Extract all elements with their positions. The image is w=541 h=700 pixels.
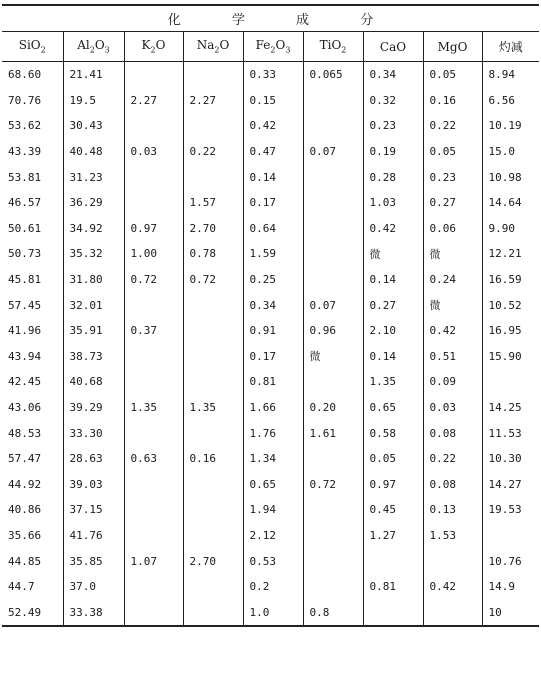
table-cell: 35.66 — [2, 523, 63, 549]
table-cell: 0.15 — [243, 88, 303, 114]
table-cell: 35.32 — [63, 241, 124, 267]
table-cell: 10.19 — [482, 113, 539, 139]
table-cell — [124, 472, 183, 498]
table-cell: 0.08 — [423, 472, 482, 498]
table-cell: 0.72 — [183, 267, 243, 293]
table-cell — [303, 497, 363, 523]
table-cell: 0.19 — [363, 139, 423, 165]
column-header — [183, 32, 243, 62]
table-cell: 33.38 — [63, 599, 124, 626]
table-cell — [124, 497, 183, 523]
table-cell: 2.27 — [124, 88, 183, 114]
table-cell: 45.81 — [2, 267, 63, 293]
table-cell: 6.56 — [482, 88, 539, 114]
table-row — [2, 344, 539, 370]
table-cell: 0.22 — [183, 139, 243, 165]
table-cell: 1.76 — [243, 420, 303, 446]
table-cell: 0.97 — [363, 472, 423, 498]
header-subscript: 3 — [285, 45, 291, 55]
table-cell: 0.51 — [423, 344, 482, 370]
table-cell: 0.65 — [243, 472, 303, 498]
table-cell — [124, 523, 183, 549]
header-subscript: 2 — [40, 45, 46, 55]
table-cell: 1.35 — [183, 395, 243, 421]
table-cell: 10.98 — [482, 164, 539, 190]
table-cell — [183, 523, 243, 549]
table-cell — [183, 420, 243, 446]
table-cell — [423, 548, 482, 574]
column-header — [363, 32, 423, 62]
table-cell — [124, 599, 183, 626]
table-cell: 0.65 — [363, 395, 423, 421]
table-cell — [183, 318, 243, 344]
table-cell: 0.05 — [423, 139, 482, 165]
table-cell: 48.53 — [2, 420, 63, 446]
header-subscript: 2 — [214, 45, 220, 55]
table-cell: 0.37 — [124, 318, 183, 344]
table-cell — [124, 113, 183, 139]
table-cell: 0.72 — [303, 472, 363, 498]
table-cell: 2.27 — [183, 88, 243, 114]
table-cell: 40.86 — [2, 497, 63, 523]
table-cell: 37.15 — [63, 497, 124, 523]
table-cell — [183, 62, 243, 88]
table-cell: 0.16 — [423, 88, 482, 114]
header-text: O — [275, 38, 286, 53]
table-cell: 0.27 — [423, 190, 482, 216]
column-header — [303, 32, 363, 62]
table-cell — [363, 548, 423, 574]
table-cell — [303, 369, 363, 395]
chemical-composition-table — [2, 4, 539, 627]
table-title — [2, 5, 539, 32]
table-cell — [423, 599, 482, 626]
table-cell — [183, 599, 243, 626]
title-char: 成 — [296, 13, 310, 28]
table-row — [2, 267, 539, 293]
table-cell: 2.12 — [243, 523, 303, 549]
table-cell — [183, 164, 243, 190]
table-cell: 0.23 — [423, 164, 482, 190]
table-cell: 0.14 — [363, 267, 423, 293]
table-cell: 0.13 — [423, 497, 482, 523]
table-cell: 0.33 — [243, 62, 303, 88]
table-cell: 15.0 — [482, 139, 539, 165]
table-cell — [303, 113, 363, 139]
table-cell: 30.43 — [63, 113, 124, 139]
table-cell — [303, 241, 363, 267]
table-cell: 0.03 — [124, 139, 183, 165]
table-cell: 0.97 — [124, 216, 183, 242]
table-cell: 53.81 — [2, 164, 63, 190]
table-cell: 0.08 — [423, 420, 482, 446]
table-row — [2, 446, 539, 472]
table-row — [2, 62, 539, 88]
table-cell: 16.95 — [482, 318, 539, 344]
table-row — [2, 420, 539, 446]
table-cell: 40.68 — [63, 369, 124, 395]
table-row — [2, 472, 539, 498]
table-cell: 43.94 — [2, 344, 63, 370]
table-cell — [183, 292, 243, 318]
table-cell: 0.14 — [363, 344, 423, 370]
table-cell: 10.30 — [482, 446, 539, 472]
header-subscript: 2 — [89, 45, 95, 55]
table-cell — [303, 523, 363, 549]
table-cell — [303, 574, 363, 600]
table-row — [2, 599, 539, 626]
table-cell: 12.21 — [482, 241, 539, 267]
header-subscript: 2 — [150, 45, 156, 55]
table-cell: 0.14 — [243, 164, 303, 190]
table-cell: 0.16 — [183, 446, 243, 472]
table-cell: 28.63 — [63, 446, 124, 472]
table-cell: 0.03 — [423, 395, 482, 421]
table-cell: 0.20 — [303, 395, 363, 421]
table-row — [2, 497, 539, 523]
table-cell: 42.45 — [2, 369, 63, 395]
table-cell: 1.00 — [124, 241, 183, 267]
table-cell: 36.29 — [63, 190, 124, 216]
column-header — [423, 32, 482, 62]
table-cell: 38.73 — [63, 344, 124, 370]
table-cell: 0.47 — [243, 139, 303, 165]
table-cell — [183, 344, 243, 370]
header-subscript: 2 — [341, 45, 347, 55]
table-cell: 44.92 — [2, 472, 63, 498]
header-text: SiO — [18, 38, 41, 53]
header-text: O — [219, 38, 230, 53]
table-cell: 2.10 — [363, 318, 423, 344]
table-cell: 0.72 — [124, 267, 183, 293]
table-cell: 1.66 — [243, 395, 303, 421]
table-cell — [124, 574, 183, 600]
table-cell: 34.92 — [63, 216, 124, 242]
table-cell: 70.76 — [2, 88, 63, 114]
header-text: Al — [77, 38, 90, 53]
column-header — [63, 32, 124, 62]
table-cell: 0.25 — [243, 267, 303, 293]
table-cell: 0.17 — [243, 344, 303, 370]
header-text: CaO — [379, 39, 407, 54]
table-cell: 1.0 — [243, 599, 303, 626]
table-cell — [124, 369, 183, 395]
table-row — [2, 369, 539, 395]
table-cell: 31.23 — [63, 164, 124, 190]
header-text: O — [155, 38, 166, 53]
table-cell: 14.27 — [482, 472, 539, 498]
table-cell: 43.06 — [2, 395, 63, 421]
table-cell: 8.94 — [482, 62, 539, 88]
table-cell: 0.22 — [423, 446, 482, 472]
table-cell: 0.53 — [243, 548, 303, 574]
table-row — [2, 523, 539, 549]
header-text: Fe — [255, 38, 271, 53]
table-cell — [183, 472, 243, 498]
table-cell — [303, 446, 363, 472]
table-cell: 14.25 — [482, 395, 539, 421]
table-cell — [482, 369, 539, 395]
table-cell: 19.53 — [482, 497, 539, 523]
header-subscript: 2 — [270, 45, 276, 55]
column-header — [243, 32, 303, 62]
table-cell: 52.49 — [2, 599, 63, 626]
table-cell: 0.45 — [363, 497, 423, 523]
table-cell — [124, 164, 183, 190]
table-cell — [303, 88, 363, 114]
table-cell: 39.03 — [63, 472, 124, 498]
table-cell: 21.41 — [63, 62, 124, 88]
table-cell: 14.64 — [482, 190, 539, 216]
table-cell: 53.62 — [2, 113, 63, 139]
table-cell: 1.27 — [363, 523, 423, 549]
table-cell: 44.7 — [2, 574, 63, 600]
table-cell: 0.42 — [423, 318, 482, 344]
title-char: 分 — [360, 13, 374, 28]
table-cell: 14.9 — [482, 574, 539, 600]
table-cell: 0.91 — [243, 318, 303, 344]
table-cell: 微 — [423, 241, 482, 267]
table-cell: 0.81 — [363, 574, 423, 600]
table-cell: 35.85 — [63, 548, 124, 574]
table-cell: 1.07 — [124, 548, 183, 574]
table-row — [2, 164, 539, 190]
table-cell — [183, 369, 243, 395]
header-text: Na — [196, 38, 215, 53]
table-cell — [303, 216, 363, 242]
table-cell: 33.30 — [63, 420, 124, 446]
table-cell — [363, 599, 423, 626]
table-cell: 0.34 — [363, 62, 423, 88]
table-cell — [303, 548, 363, 574]
table-row — [2, 190, 539, 216]
table-cell: 0.07 — [303, 292, 363, 318]
table-cell: 0.96 — [303, 318, 363, 344]
table-cell: 0.28 — [363, 164, 423, 190]
header-text: TiO — [319, 38, 342, 53]
table-cell: 0.32 — [363, 88, 423, 114]
table-cell: 0.63 — [124, 446, 183, 472]
table-cell: 2.70 — [183, 216, 243, 242]
table-cell: 50.73 — [2, 241, 63, 267]
table-cell: 1.03 — [363, 190, 423, 216]
table-cell: 46.57 — [2, 190, 63, 216]
table-cell: 0.065 — [303, 62, 363, 88]
table-cell: 0.34 — [243, 292, 303, 318]
table-cell: 16.59 — [482, 267, 539, 293]
table-row — [2, 216, 539, 242]
title-char: 化 — [167, 13, 181, 28]
header-text: 灼减 — [498, 40, 523, 54]
table-row — [2, 395, 539, 421]
table-cell: 0.58 — [363, 420, 423, 446]
table-cell — [183, 113, 243, 139]
table-row — [2, 241, 539, 267]
table-cell: 0.17 — [243, 190, 303, 216]
table-cell: 19.5 — [63, 88, 124, 114]
table-cell: 37.0 — [63, 574, 124, 600]
column-header — [2, 32, 63, 62]
table-cell: 2.70 — [183, 548, 243, 574]
table-cell: 微 — [303, 344, 363, 370]
table-cell — [124, 62, 183, 88]
table-cell — [124, 292, 183, 318]
table-cell: 0.42 — [363, 216, 423, 242]
table-cell: 0.24 — [423, 267, 482, 293]
table-cell: 31.80 — [63, 267, 124, 293]
table-cell: 1.35 — [124, 395, 183, 421]
table-cell — [303, 190, 363, 216]
table-cell: 41.96 — [2, 318, 63, 344]
table-row — [2, 88, 539, 114]
table-cell: 35.91 — [63, 318, 124, 344]
table-cell: 0.2 — [243, 574, 303, 600]
table-cell: 41.76 — [63, 523, 124, 549]
table-cell: 1.57 — [183, 190, 243, 216]
table-cell: 11.53 — [482, 420, 539, 446]
table-cell: 1.59 — [243, 241, 303, 267]
table-cell: 0.09 — [423, 369, 482, 395]
table-cell — [124, 420, 183, 446]
table-cell: 0.81 — [243, 369, 303, 395]
table-cell — [183, 497, 243, 523]
table-cell: 1.34 — [243, 446, 303, 472]
table-cell — [303, 267, 363, 293]
column-header — [124, 32, 183, 62]
table-cell: 0.23 — [363, 113, 423, 139]
table-cell: 1.94 — [243, 497, 303, 523]
table-cell — [124, 344, 183, 370]
column-header — [482, 32, 539, 62]
table-cell: 0.06 — [423, 216, 482, 242]
table-cell: 0.27 — [363, 292, 423, 318]
header-text: O — [94, 38, 105, 53]
table-cell: 0.64 — [243, 216, 303, 242]
table-cell: 1.61 — [303, 420, 363, 446]
table-cell: 10.52 — [482, 292, 539, 318]
table-cell — [183, 574, 243, 600]
header-subscript: 3 — [104, 45, 110, 55]
table-cell: 0.8 — [303, 599, 363, 626]
table-title-row — [2, 5, 539, 32]
table-cell: 1.53 — [423, 523, 482, 549]
table-body — [2, 62, 539, 627]
table-cell: 0.07 — [303, 139, 363, 165]
table-cell: 50.61 — [2, 216, 63, 242]
table-cell: 微 — [363, 241, 423, 267]
table-cell: 0.05 — [423, 62, 482, 88]
table-row — [2, 292, 539, 318]
table-cell — [124, 190, 183, 216]
table-cell: 43.39 — [2, 139, 63, 165]
table-cell: 9.90 — [482, 216, 539, 242]
header-text: K — [141, 38, 151, 53]
table-cell: 0.42 — [423, 574, 482, 600]
table-cell: 1.35 — [363, 369, 423, 395]
table-cell — [482, 523, 539, 549]
table-cell: 10.76 — [482, 548, 539, 574]
table-row — [2, 318, 539, 344]
table-cell: 44.85 — [2, 548, 63, 574]
table-cell: 15.90 — [482, 344, 539, 370]
table-cell: 微 — [423, 292, 482, 318]
table-cell: 40.48 — [63, 139, 124, 165]
table-cell: 57.45 — [2, 292, 63, 318]
table-cell: 0.22 — [423, 113, 482, 139]
title-char: 学 — [231, 13, 245, 28]
table-cell: 0.78 — [183, 241, 243, 267]
column-header-row — [2, 32, 539, 62]
table-cell: 0.05 — [363, 446, 423, 472]
table-cell: 57.47 — [2, 446, 63, 472]
header-text: MgO — [437, 39, 468, 54]
table-row — [2, 548, 539, 574]
table-row — [2, 113, 539, 139]
table-cell: 39.29 — [63, 395, 124, 421]
table-row — [2, 574, 539, 600]
table-cell — [303, 164, 363, 190]
table-cell: 32.01 — [63, 292, 124, 318]
table-cell: 0.42 — [243, 113, 303, 139]
table-cell: 68.60 — [2, 62, 63, 88]
table-cell: 10 — [482, 599, 539, 626]
table-row — [2, 139, 539, 165]
